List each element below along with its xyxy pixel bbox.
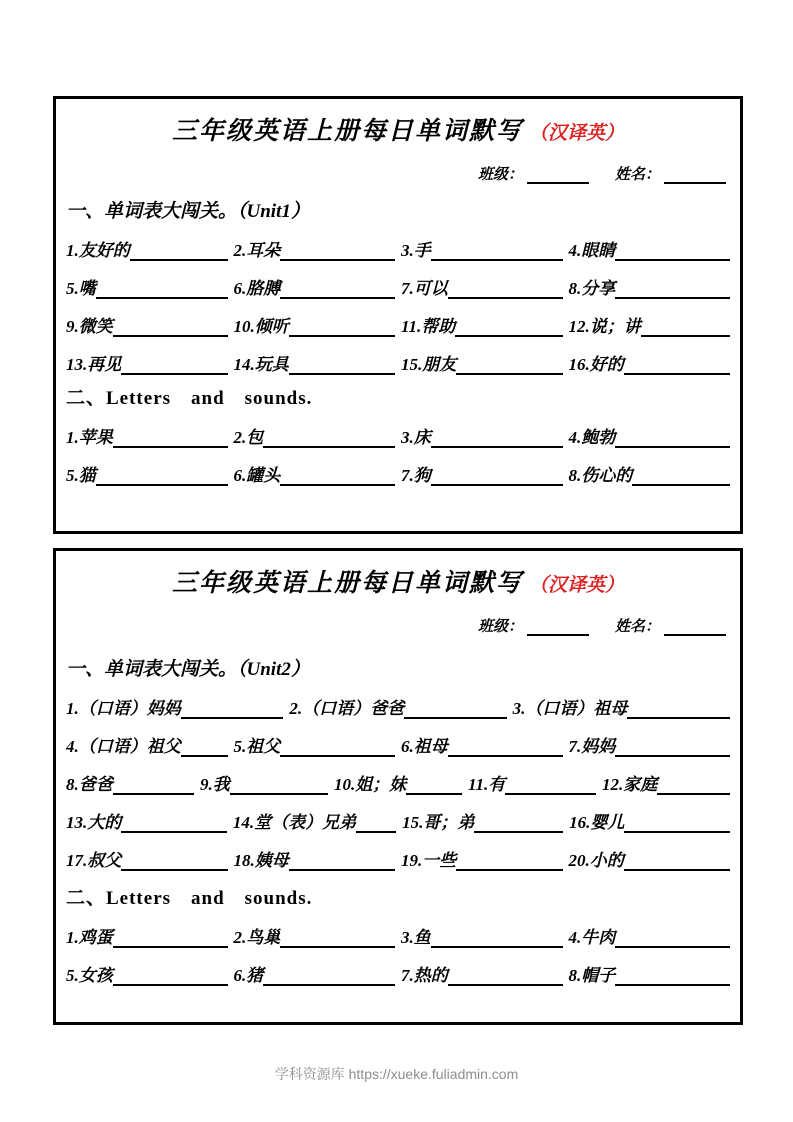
vocab-item	[569, 923, 731, 948]
vocab-answer-blank[interactable]	[615, 972, 730, 986]
vocab-item-label: 16.好的	[568, 355, 624, 374]
vocab-item	[468, 770, 602, 795]
vocab-item	[401, 274, 569, 299]
vocab-answer-blank[interactable]	[181, 743, 228, 757]
vocab-answer-blank[interactable]	[615, 247, 730, 261]
section-two-heading: 二、Letters and sounds.	[66, 388, 313, 409]
vocab-item	[402, 808, 569, 833]
vocab-item	[569, 846, 731, 871]
vocab-answer-blank[interactable]	[356, 819, 396, 833]
vocab-item-label: 13.大的	[66, 813, 122, 832]
vocab-answer-blank[interactable]	[624, 361, 730, 375]
vocab-item	[401, 312, 569, 337]
vocab-answer-blank[interactable]	[624, 857, 730, 871]
vocab-row	[66, 312, 730, 337]
worksheet-card-unit1	[53, 96, 743, 534]
vocab-answer-blank[interactable]	[615, 743, 730, 757]
vocab-item-label: 6.胳膊	[233, 279, 281, 298]
section-one-items	[66, 694, 730, 871]
vocab-answer-blank[interactable]	[632, 472, 730, 486]
name-field	[615, 163, 726, 184]
vocab-row	[66, 961, 730, 986]
vocab-item-label: 4.牛肉	[568, 928, 616, 947]
vocab-answer-blank[interactable]	[280, 285, 395, 299]
vocab-answer-blank[interactable]	[280, 934, 395, 948]
vocab-answer-blank[interactable]	[431, 434, 563, 448]
vocab-item	[234, 961, 402, 986]
worksheet-card-unit2	[53, 548, 743, 1025]
vocab-row	[66, 423, 730, 448]
vocab-item-label: 2.鸟巢	[233, 928, 281, 947]
vocab-item	[569, 423, 731, 448]
title-translation-note: （汉译英）	[529, 123, 625, 144]
section-two-items	[66, 423, 730, 486]
vocab-item	[234, 274, 402, 299]
vocab-item	[234, 423, 402, 448]
title-main-text: 三年级英语上册每日单词默写	[171, 570, 523, 597]
vocab-item-label: 5.祖父	[233, 737, 281, 756]
vocab-item-label: 12.家庭	[602, 775, 658, 794]
vocab-item	[289, 694, 512, 719]
vocab-answer-blank[interactable]	[280, 247, 395, 261]
vocab-answer-blank[interactable]	[431, 247, 563, 261]
vocab-item-label: 7.可以	[401, 279, 448, 298]
section-two-heading: 二、Letters and sounds.	[66, 888, 313, 909]
vocab-item-label: 13.再见	[66, 355, 122, 374]
vocab-item	[66, 312, 234, 337]
vocab-answer-blank[interactable]	[657, 781, 730, 795]
vocab-answer-blank[interactable]	[181, 705, 284, 719]
vocab-item	[569, 350, 731, 375]
vocab-answer-blank[interactable]	[431, 934, 563, 948]
vocab-item	[401, 423, 569, 448]
vocab-item-label: 8.爸爸	[66, 775, 113, 794]
vocab-row	[66, 846, 730, 871]
vocab-item	[569, 274, 731, 299]
vocab-item	[513, 694, 730, 719]
vocab-item	[569, 961, 731, 986]
vocab-answer-blank[interactable]	[456, 361, 562, 375]
vocab-item	[401, 923, 569, 948]
vocab-item-label: 11.帮助	[401, 317, 456, 336]
vocab-answer-blank[interactable]	[448, 972, 563, 986]
vocab-answer-blank[interactable]	[130, 247, 228, 261]
vocab-item-label: 3.鱼	[401, 928, 431, 947]
title-translation-note: （汉译英）	[529, 575, 625, 596]
vocab-item-label: 2.（口语）爸爸	[289, 699, 405, 718]
vocab-answer-blank[interactable]	[448, 743, 563, 757]
vocab-item-label: 2.包	[233, 428, 264, 447]
class-field	[478, 163, 589, 184]
vocab-answer-blank[interactable]	[121, 361, 227, 375]
vocab-item	[66, 846, 234, 871]
vocab-answer-blank[interactable]	[121, 819, 227, 833]
name-input-blank[interactable]	[664, 621, 726, 636]
vocab-answer-blank[interactable]	[615, 285, 730, 299]
vocab-item	[66, 770, 200, 795]
vocab-item	[66, 808, 233, 833]
vocab-item-label: 3.床	[401, 428, 431, 447]
vocab-item-label: 18.姨母	[233, 851, 289, 870]
vocab-item-label: 6.祖母	[401, 737, 448, 756]
vocab-item	[234, 732, 402, 757]
vocab-answer-blank[interactable]	[263, 434, 395, 448]
vocab-row	[66, 350, 730, 375]
vocab-answer-blank[interactable]	[289, 361, 395, 375]
vocab-answer-blank[interactable]	[280, 472, 395, 486]
vocab-item-label: 5.猫	[66, 466, 96, 485]
vocab-answer-blank[interactable]	[289, 857, 395, 871]
section-one-heading: 一、单词表大闯关。（Unit1）	[66, 201, 310, 222]
vocab-item	[401, 236, 569, 261]
vocab-answer-blank[interactable]	[448, 285, 563, 299]
vocab-answer-blank[interactable]	[406, 781, 462, 795]
vocab-item-label: 10.姐；妹	[334, 775, 407, 794]
section-two-items	[66, 923, 730, 986]
vocab-item-label: 12.说；讲	[568, 317, 641, 336]
vocab-item-label: 5.女孩	[66, 966, 113, 985]
vocab-answer-blank[interactable]	[113, 434, 228, 448]
vocab-item-label: 8.分享	[568, 279, 616, 298]
vocab-item-label: 3.（口语）祖母	[512, 699, 628, 718]
class-label: 班级：	[477, 619, 523, 635]
vocab-item	[66, 274, 234, 299]
vocab-row	[66, 274, 730, 299]
vocab-item-label: 1.苹果	[66, 428, 113, 447]
vocab-row	[66, 770, 730, 795]
vocab-answer-blank[interactable]	[431, 472, 563, 486]
vocab-item-label: 16.婴儿	[569, 813, 625, 832]
vocab-row	[66, 808, 730, 833]
vocab-answer-blank[interactable]	[615, 934, 730, 948]
vocab-item-label: 15.哥；弟	[402, 813, 475, 832]
vocab-item-label: 3.手	[401, 241, 431, 260]
vocab-row	[66, 461, 730, 486]
student-info-row	[66, 615, 730, 636]
vocab-item	[569, 461, 731, 486]
vocab-item	[66, 694, 289, 719]
vocab-item	[66, 423, 234, 448]
vocab-answer-blank[interactable]	[113, 781, 194, 795]
vocab-answer-blank[interactable]	[96, 472, 228, 486]
vocab-item	[66, 236, 234, 261]
vocab-answer-blank[interactable]	[113, 934, 228, 948]
worksheet-title	[66, 105, 730, 147]
vocab-item-label: 2.耳朵	[233, 241, 281, 260]
vocab-item-label: 7.妈妈	[568, 737, 616, 756]
vocab-item	[233, 808, 402, 833]
vocab-item	[401, 961, 569, 986]
vocab-item	[569, 732, 731, 757]
vocab-answer-blank[interactable]	[121, 857, 227, 871]
worksheet-body	[56, 99, 740, 531]
vocab-item-label: 4.眼睛	[568, 241, 616, 260]
class-field	[478, 615, 589, 636]
vocab-item	[66, 923, 234, 948]
section-one-items	[66, 236, 730, 375]
vocab-item	[334, 770, 468, 795]
vocab-item	[66, 350, 234, 375]
vocab-item	[234, 236, 402, 261]
vocab-item-label: 1.友好的	[66, 241, 130, 260]
vocab-item	[569, 808, 730, 833]
vocab-item-label: 9.我	[200, 775, 230, 794]
vocab-item	[401, 846, 569, 871]
vocab-item-label: 10.倾听	[233, 317, 289, 336]
vocab-answer-blank[interactable]	[624, 819, 730, 833]
name-label: 姓名：	[614, 167, 660, 183]
vocab-item-label: 9.微笑	[66, 317, 113, 336]
vocab-answer-blank[interactable]	[263, 972, 395, 986]
worksheet-title	[66, 557, 730, 599]
vocab-item	[401, 461, 569, 486]
vocab-item-label: 7.狗	[401, 466, 431, 485]
vocab-item-label: 1.（口语）妈妈	[66, 699, 181, 718]
vocab-item-label: 20.小的	[568, 851, 624, 870]
vocab-answer-blank[interactable]	[230, 781, 328, 795]
name-input-blank[interactable]	[664, 169, 726, 184]
vocab-row	[66, 923, 730, 948]
vocab-item-label: 6.猪	[233, 966, 264, 985]
vocab-item	[569, 312, 731, 337]
vocab-answer-blank[interactable]	[641, 323, 730, 337]
vocab-item-label: 1.鸡蛋	[66, 928, 113, 947]
vocab-answer-blank[interactable]	[280, 743, 395, 757]
vocab-item-label: 7.热的	[401, 966, 448, 985]
vocab-answer-blank[interactable]	[113, 323, 228, 337]
worksheet-body	[56, 551, 740, 1022]
student-info-row	[66, 163, 730, 184]
vocab-item	[234, 461, 402, 486]
vocab-item-label: 4.（口语）祖父	[66, 737, 181, 756]
class-label: 班级：	[477, 167, 523, 183]
vocab-item-label: 5.嘴	[66, 279, 96, 298]
vocab-item	[401, 732, 569, 757]
vocab-item	[234, 923, 402, 948]
vocab-answer-blank[interactable]	[404, 705, 507, 719]
vocab-answer-blank[interactable]	[505, 781, 596, 795]
vocab-item-label: 11.有	[468, 775, 506, 794]
vocab-item-label: 6.罐头	[233, 466, 281, 485]
vocab-answer-blank[interactable]	[627, 705, 730, 719]
vocab-answer-blank[interactable]	[615, 434, 730, 448]
name-field	[615, 615, 726, 636]
vocab-item	[66, 732, 234, 757]
vocab-row	[66, 236, 730, 261]
title-main-text: 三年级英语上册每日单词默写	[171, 118, 523, 145]
vocab-answer-blank[interactable]	[113, 972, 228, 986]
vocab-answer-blank[interactable]	[455, 323, 562, 337]
vocab-row	[66, 732, 730, 757]
vocab-answer-blank[interactable]	[96, 285, 228, 299]
vocab-item	[200, 770, 334, 795]
vocab-row	[66, 694, 730, 719]
footer-watermark: 学科资源库 https://xueke.fuliadmin.com	[274, 1066, 519, 1082]
vocab-item-label: 8.帽子	[568, 966, 616, 985]
vocab-item	[569, 236, 731, 261]
vocab-item	[234, 350, 402, 375]
vocab-item-label: 14.堂（表）兄弟	[232, 813, 357, 832]
vocab-item	[66, 961, 234, 986]
vocab-answer-blank[interactable]	[474, 819, 563, 833]
vocab-answer-blank[interactable]	[289, 323, 395, 337]
vocab-item-label: 8.伤心的	[568, 466, 633, 485]
vocab-item	[234, 846, 402, 871]
vocab-item	[401, 350, 569, 375]
section-one-heading: 一、单词表大闯关。（Unit2）	[66, 659, 310, 680]
vocab-item-label: 14.玩具	[233, 355, 289, 374]
vocab-item-label: 17.叔父	[66, 851, 122, 870]
vocab-item	[66, 461, 234, 486]
name-label: 姓名：	[614, 619, 660, 635]
class-input-blank[interactable]	[527, 621, 589, 636]
vocab-item-label: 4.鲍勃	[568, 428, 616, 447]
vocab-item-label: 19.一些	[401, 851, 457, 870]
vocab-answer-blank[interactable]	[456, 857, 562, 871]
vocab-item	[234, 312, 402, 337]
class-input-blank[interactable]	[527, 169, 589, 184]
vocab-item	[602, 770, 730, 795]
vocab-item-label: 15.朋友	[401, 355, 457, 374]
